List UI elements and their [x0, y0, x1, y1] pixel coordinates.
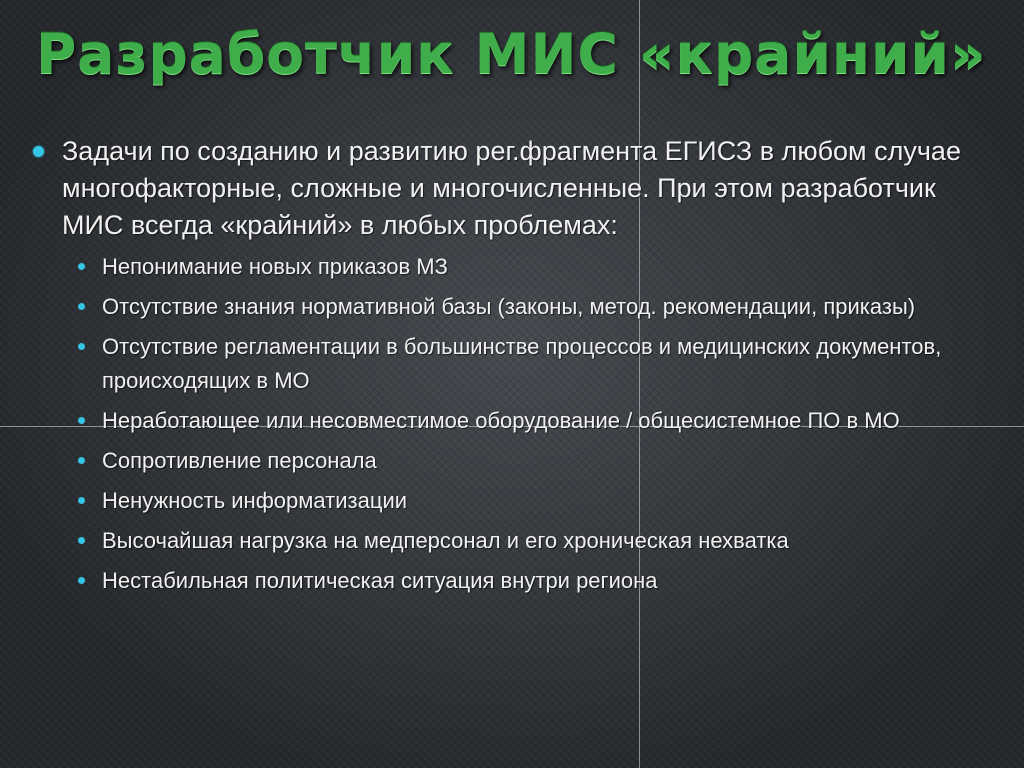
sub-bullet-item: [102, 290, 990, 324]
sub-bullet-item: [102, 330, 990, 398]
sub-bullet-item: [102, 404, 990, 438]
bullet-dot-icon: [78, 343, 85, 350]
slide-title: Разработчик МИС «крайний»: [36, 22, 987, 86]
sub-bullet-item: [102, 444, 990, 478]
sub-bullet-text: Отсутствие регламентации в большинстве процессов и медицинских документов, происходящих в МО: [102, 334, 942, 393]
sub-bullet-item: [102, 564, 990, 598]
main-bullet-text: Задачи по созданию и развитию рег.фрагмента ЕГИСЗ в любом случае многофакторные, сложные и многочисленные. При этом разработчик МИС всегда «крайний» в любых проблемах:: [62, 136, 961, 240]
main-bullet-item: [30, 133, 990, 244]
bullet-dot-icon: [78, 303, 85, 310]
bullet-dot-icon: [78, 577, 85, 584]
sub-bullet-text: Непонимание новых приказов МЗ: [102, 254, 448, 279]
bullet-dot-icon: [33, 146, 44, 157]
sub-bullet-item: [102, 524, 990, 558]
sub-bullet-item: [102, 250, 990, 284]
bullet-dot-icon: [78, 537, 85, 544]
bullet-dot-icon: [78, 417, 85, 424]
slide-content: [30, 133, 990, 604]
sub-bullet-text: Неработающее или несовместимое оборудование / общесистемное ПО в МО: [102, 408, 900, 433]
sub-bullet-item: [102, 484, 990, 518]
sub-bullet-text: Сопротивление персонала: [102, 448, 377, 473]
sub-bullet-list: [30, 250, 990, 598]
sub-bullet-text: Отсутствие знания нормативной базы (законы, метод. рекомендации, приказы): [102, 294, 916, 319]
sub-bullet-text: Ненужность информатизации: [102, 488, 408, 513]
bullet-dot-icon: [78, 263, 85, 270]
bullet-dot-icon: [78, 497, 85, 504]
bullet-dot-icon: [78, 457, 85, 464]
sub-bullet-text: Нестабильная политическая ситуация внутри региона: [102, 568, 658, 593]
sub-bullet-text: Высочайшая нагрузка на медперсонал и его хроническая нехватка: [102, 528, 789, 553]
